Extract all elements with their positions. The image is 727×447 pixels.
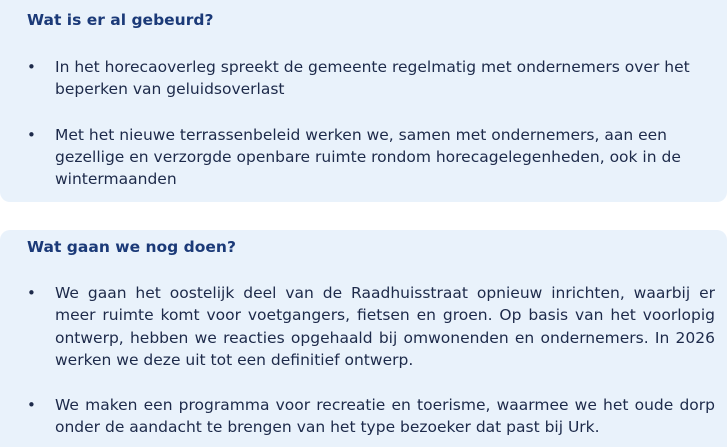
bullet-icon: • xyxy=(27,284,36,302)
bullet-icon: • xyxy=(27,58,36,76)
section-card-todo xyxy=(0,230,727,447)
bullet-icon: • xyxy=(27,125,36,144)
bullet-icon: • xyxy=(27,396,36,415)
list-item xyxy=(0,56,727,101)
section-card-done xyxy=(0,0,727,202)
list-item xyxy=(0,282,727,371)
section-title: Wat is er al gebeurd? xyxy=(27,11,214,29)
list-item xyxy=(0,124,727,191)
list-item-text: We gaan het oostelijk deel van de Raadhuisstraat opnieuw inrichten, waarbij er meer ruimte komt voor voetgangers, fietsen en groen. Op basis van het voorlopig ontwerp, hebben we reacties opgehaald bij omwonenden en ondernemers. In 2026 werken we deze uit tot een definitief ontwerp. xyxy=(55,284,715,369)
list-item-text: Met het nieuwe terrassenbeleid werken we, samen met ondernemers, aan een gezellige en verzorgde openbare ruimte rondom horecagelegenheden, ook in de wintermaanden xyxy=(55,125,681,189)
section-title: Wat gaan we nog doen? xyxy=(27,238,236,256)
bullet-list xyxy=(0,282,727,439)
list-item-text: We maken een programma voor recreatie en toerisme, waarmee we het oude dorp onder de aandacht te brengen van het type bezoeker dat past bij Urk. xyxy=(55,396,715,437)
list-item xyxy=(0,394,727,439)
list-item-text: In het horecaoverleg spreekt de gemeente regelmatig met ondernemers over het beperken van geluidsoverlast xyxy=(55,58,690,99)
bullet-list xyxy=(0,56,727,190)
